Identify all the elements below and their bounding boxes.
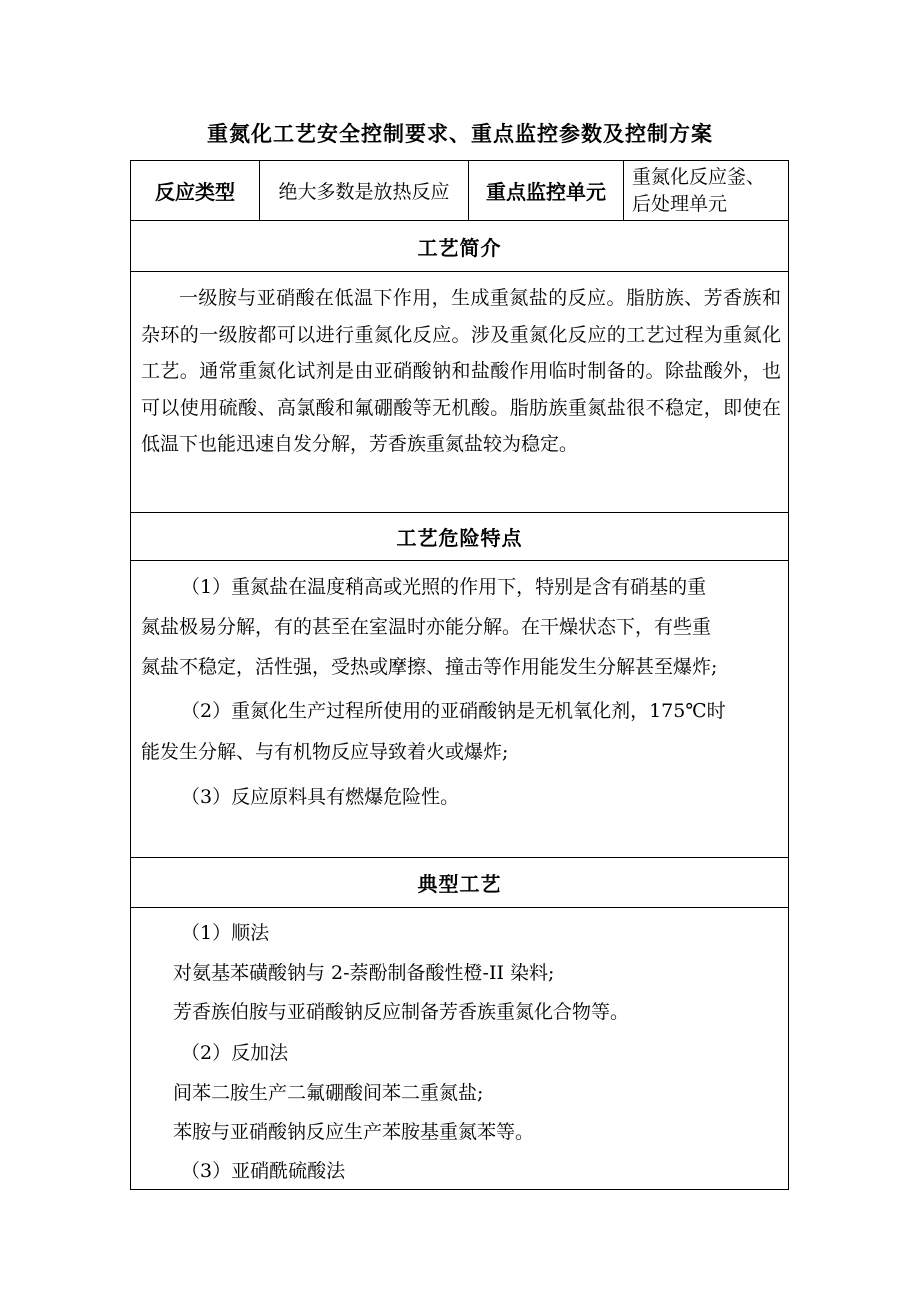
monitor-unit-label-cell <box>469 161 624 220</box>
typical-line: （1）顺法 <box>181 922 270 944</box>
reaction-type-label: 反应类型 <box>155 180 235 204</box>
monitor-unit-value-line2: 后处理单元 <box>632 192 728 215</box>
typical-line: （2）反加法 <box>181 1042 289 1064</box>
intro-heading-row <box>131 221 788 272</box>
typical-line: （3）亚硝酰硫酸法 <box>181 1160 346 1182</box>
intro-body-row <box>131 272 788 513</box>
hazard-line: 氮盐极易分解，有的甚至在室温时亦能分解。在干燥状态下，有些重 <box>141 616 712 638</box>
hazard-line: （3）反应原料具有燃爆危险性。 <box>181 786 460 808</box>
typical-line: 间苯二胺生产二氟硼酸间苯二重氮盐; <box>173 1082 484 1104</box>
hazard-line: （1）重氮盐在温度稍高或光照的作用下，特别是含有硝基的重 <box>181 576 707 598</box>
process-table <box>130 160 789 1190</box>
page-title: 重氮化工艺安全控制要求、重点监控参数及控制方案 <box>207 121 713 146</box>
hazards-heading-row <box>131 513 788 561</box>
typical-heading: 典型工艺 <box>417 872 502 896</box>
intro-heading: 工艺简介 <box>417 235 502 260</box>
intro-text: 一级胺与亚硝酸在低温下作用，生成重氮盐的反应。脂肪族、芳香族和杂环的一级胺都可以进行重氮化反应。涉及重氮化反应的工艺过程为重氮化工艺。通常重氮化试剂是由亚硝酸钠和盐酸作用临时制备的。除盐酸外，也可以使用硫酸、高氯酸和氟硼酸等无机酸。脂肪族重氮盐很不稳定，即使在低温下也能迅速自发分解，芳香族重氮盐较为稳定。 <box>141 287 781 455</box>
monitor-unit-value-cell <box>624 161 788 220</box>
reaction-type-value-cell <box>260 161 469 220</box>
hazard-line: 氮盐不稳定，活性强，受热或摩擦、撞击等作用能发生分解甚至爆炸; <box>141 656 718 678</box>
typical-line: 芳香族伯胺与亚硝酸钠反应制备芳香族重氮化合物等。 <box>173 1001 630 1023</box>
hazards-body-row <box>131 561 788 858</box>
typical-line: 苯胺与亚硝酸钠反应生产苯胺基重氮苯等。 <box>173 1121 535 1143</box>
reaction-type-row <box>131 161 788 221</box>
typical-line: 对氨基苯磺酸钠与 2-萘酚制备酸性橙-II 染料; <box>173 962 555 984</box>
hazard-line: （2）重氮化生产过程所使用的亚硝酸钠是无机氧化剂，175℃时 <box>181 700 726 722</box>
reaction-type-value: 绝大多数是放热反应 <box>278 181 450 203</box>
typical-body-row <box>131 908 788 1189</box>
hazards-heading: 工艺危险特点 <box>396 526 523 550</box>
hazard-line: 能发生分解、与有机物反应导致着火或爆炸; <box>141 741 509 763</box>
reaction-type-label-cell <box>131 161 260 220</box>
typical-heading-row <box>131 858 788 908</box>
monitor-unit-value-line1: 重氮化反应釜、 <box>632 165 766 188</box>
monitor-unit-label: 重点监控单元 <box>486 180 606 204</box>
